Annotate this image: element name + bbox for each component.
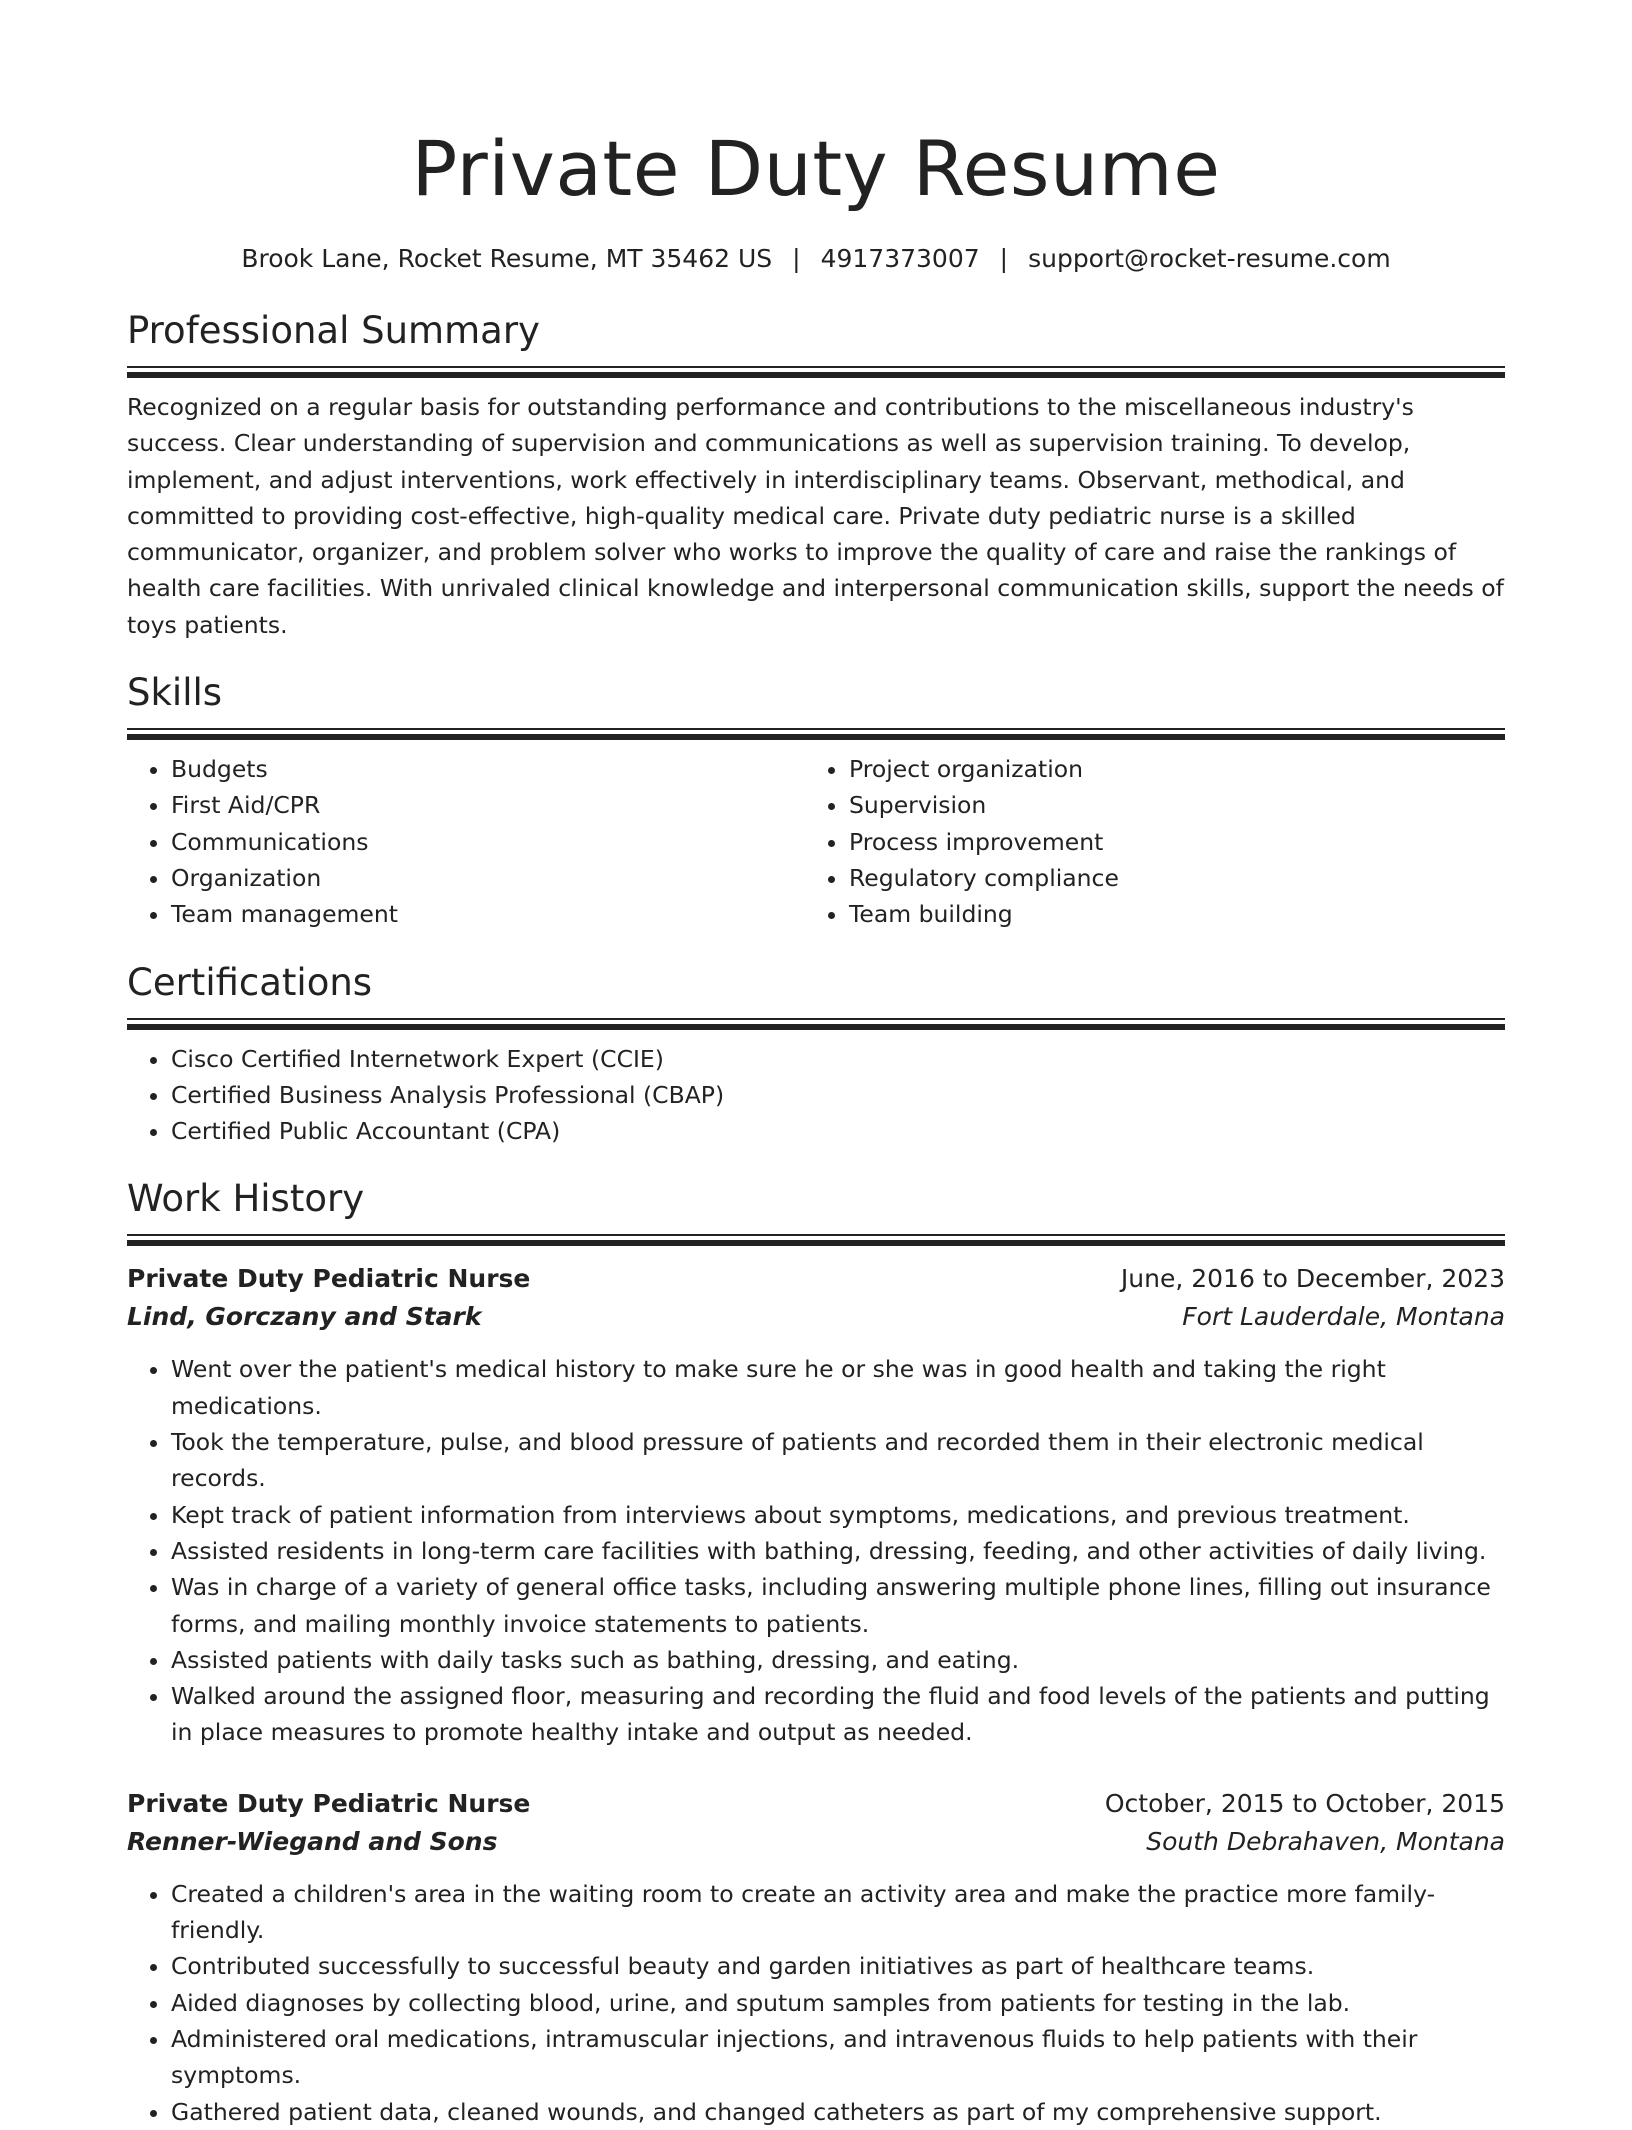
skill-item: • Regulatory compliance [849, 860, 1119, 896]
job-bullets [127, 1351, 1505, 1750]
job-location: South Debrahaven, Montana [1146, 1826, 1505, 1856]
job-title: Private Duty Pediatric Nurse [127, 1264, 531, 1294]
contact-address: Brook Lane, Rocket Resume, MT 35462 US [241, 244, 773, 273]
section-heading-skills: Skills [127, 671, 223, 715]
job-bullet: • Went over the patient's medical history to make sure he or she was in good health and taking the right medications. [171, 1351, 1505, 1424]
skill-item: • Team building [849, 896, 1119, 932]
section-divider [127, 1018, 1505, 1030]
job-bullets [127, 1876, 1505, 2130]
job-bullet: • Was in charge of a variety of general office tasks, including answering multiple phone lines, filling out insurance forms, and mailing monthly invoice statements to patients. [171, 1569, 1505, 1642]
skill-item: • Project organization [849, 751, 1119, 787]
skill-item: • Supervision [849, 787, 1119, 823]
certifications-list [127, 1041, 1505, 1150]
job-bullet: • Administered oral medications, intramuscular injections, and intravenous fluids to help patients with their symptoms. [171, 2021, 1505, 2094]
contact-line [127, 242, 1505, 276]
skills-section [127, 670, 1505, 932]
skill-item: • Communications [171, 824, 805, 860]
section-heading-summary: Professional Summary [127, 309, 540, 352]
section-heading-work-history: Work History [127, 1177, 365, 1221]
skill-item: • Process improvement [849, 824, 1119, 860]
resume-title: Private Duty Resume [411, 124, 1221, 213]
work-history-section [127, 1176, 1505, 2129]
job-location: Fort Lauderdale, Montana [1182, 1302, 1505, 1332]
section-divider [127, 1234, 1505, 1246]
skill-item: • First Aid/CPR [171, 787, 805, 823]
contact-phone: 4917373007 [820, 244, 980, 273]
certification-item: • Certified Public Accountant (CPA) [171, 1113, 1505, 1149]
summary-section [127, 308, 1505, 643]
skill-item: • Team management [171, 896, 805, 932]
skill-item: • Budgets [171, 751, 805, 787]
job-entry [127, 1785, 1505, 2130]
job-bullet: • Created a children's area in the waiting room to create an activity area and make the practice more family-friendly. [171, 1876, 1505, 1949]
job-bullet: • Contributed successfully to successful beauty and garden initiatives as part of healthcare teams. [171, 1948, 1505, 1984]
contact-separator: | [792, 244, 801, 273]
certifications-section [127, 960, 1505, 1150]
skills-list-right [805, 751, 1119, 932]
contact-email: support@rocket-resume.com [1028, 244, 1391, 273]
job-dates: June, 2016 to December, 2023 [1120, 1264, 1505, 1294]
skills-grid [127, 751, 1505, 932]
job-bullet: • Assisted patients with daily tasks such as bathing, dressing, and eating. [171, 1642, 1505, 1678]
section-divider [127, 728, 1505, 740]
job-bullet: • Assisted residents in long-term care facilities with bathing, dressing, feeding, and other activities of daily living. [171, 1533, 1505, 1569]
job-entry [127, 1260, 1505, 1750]
skills-list-left [127, 751, 805, 932]
job-bullet: • Kept track of patient information from interviews about symptoms, medications, and previous treatment. [171, 1497, 1505, 1533]
summary-text: Recognized on a regular basis for outstanding performance and contributions to the miscellaneous industry's success. Clear understanding of supervision and communications as well as supervision training. To develop, implement, and adjust interventions, work effectively in interdisciplinary teams. Observant, methodical, and committed to providing cost-effective, high-quality medical care. Private duty pediatric nurse is a skilled communicator, organizer, and problem solver who works to improve the quality of care and raise the rankings of health care facilities. With unrivaled clinical knowledge and interpersonal communication skills, support the needs of toys patients. [127, 393, 1504, 639]
section-divider [127, 366, 1505, 378]
job-company: Lind, Gorczany and Stark [127, 1302, 482, 1332]
job-company: Renner-Wiegand and Sons [127, 1826, 498, 1856]
certification-item: • Certified Business Analysis Professional (CBAP) [171, 1077, 1505, 1113]
job-bullet: • Gathered patient data, cleaned wounds, and changed catheters as part of my comprehensive support. [171, 2094, 1505, 2130]
section-heading-certifications: Certifications [127, 960, 373, 1004]
certification-item: • Cisco Certified Internetwork Expert (CCIE) [171, 1041, 1505, 1077]
skill-item: • Organization [171, 860, 805, 896]
job-bullet: • Aided diagnoses by collecting blood, urine, and sputum samples from patients for testing in the lab. [171, 1985, 1505, 2021]
job-bullet: • Walked around the assigned floor, measuring and recording the fluid and food levels of the patients and putting in place measures to promote healthy intake and output as needed. [171, 1678, 1505, 1751]
job-title: Private Duty Pediatric Nurse [127, 1788, 531, 1818]
job-bullet: • Took the temperature, pulse, and blood pressure of patients and recorded them in their electronic medical records. [171, 1424, 1505, 1497]
job-dates: October, 2015 to October, 2015 [1104, 1788, 1505, 1818]
contact-separator: | [999, 244, 1009, 273]
